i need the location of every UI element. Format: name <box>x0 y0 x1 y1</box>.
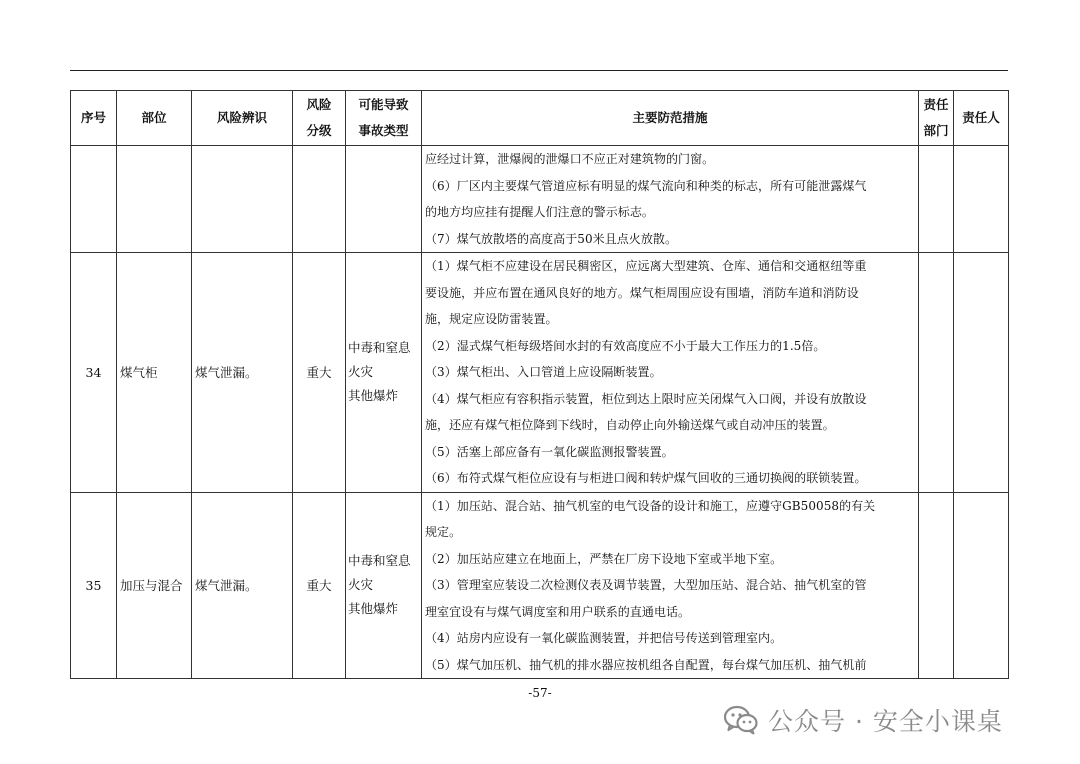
row-level <box>293 146 346 253</box>
measure-line: 施，规定应设防雷装置。 <box>425 312 558 326</box>
header-level-line2: 分级 <box>306 123 332 138</box>
measure-line: 要设施，并应布置在通风良好的地方。煤气柜周围应设有围墙，消防车道和消防设 <box>425 285 859 300</box>
table-row <box>71 146 1009 253</box>
row-level: 重大 <box>293 253 346 493</box>
watermark <box>724 700 1003 740</box>
row-accident <box>346 492 422 679</box>
measure-line: 理室宜设有与煤气调度室和用户联系的直通电话。 <box>425 604 691 619</box>
header-dept-line2: 部门 <box>923 123 949 138</box>
header-dept <box>919 91 954 146</box>
measure-line: （2）加压站应建立在地面上，严禁在厂房下设地下室或半地下室。 <box>425 551 783 566</box>
row-part: 煤气柜 <box>117 253 192 493</box>
measure-line: （5）煤气加压机、抽气机的排水器应按机组各自配置，每台煤气加压机、抽气机前 <box>425 657 867 672</box>
row-part: 加压与混合 <box>117 492 192 679</box>
measure-line: （3）管理室应装设二次检测仪表及调节装置，大型加压站、混合站、抽气机室的管 <box>425 578 867 592</box>
measure-line: （5）活塞上部应备有一氧化碳监测报警装置。 <box>425 444 674 459</box>
accident-type: 其他爆炸 <box>348 388 399 404</box>
header-level <box>293 91 346 146</box>
header-part: 部位 <box>117 91 192 146</box>
header-measures: 主要防范措施 <box>422 91 919 146</box>
measure-line: （4）煤气柜应有容积指示装置，柜位到达上限时应关闭煤气入口阀，并设有放散设 <box>425 391 867 406</box>
row-seq: 34 <box>71 253 117 493</box>
measure-line: 规定。 <box>425 525 462 539</box>
header-level-line1: 风险 <box>306 97 332 112</box>
row-part <box>117 146 192 253</box>
row-person <box>954 146 1009 253</box>
row-dept <box>919 492 954 679</box>
row-dept <box>919 146 954 253</box>
row-person <box>954 253 1009 493</box>
risk-table <box>70 90 1009 679</box>
row-measures <box>422 253 919 493</box>
measure-line: （2）湿式煤气柜每级塔间水封的有效高度应不小于最大工作压力的1.5倍。 <box>425 338 826 353</box>
table-row <box>71 492 1009 679</box>
measure-line: （1）加压站、混合站、抽气机室的电气设备的设计和施工，应遵守GB50058的有关 <box>425 498 876 513</box>
measure-line: 的地方均应挂有提醒人们注意的警示标志。 <box>425 205 654 219</box>
header-seq: 序号 <box>71 91 117 146</box>
accident-type: 火灾 <box>348 577 374 593</box>
accident-type: 中毒和窒息 <box>348 340 411 356</box>
measure-line: 施，还应有煤气柜位降到下线时，自动停止向外输送煤气或自动冲压的装置。 <box>425 418 835 432</box>
row-risk: 煤气泄漏。 <box>192 492 293 679</box>
row-level: 重大 <box>293 492 346 679</box>
header-row <box>71 91 1009 146</box>
header-dept-line1: 责任 <box>923 97 949 112</box>
top-rule <box>70 70 1008 71</box>
row-accident <box>346 146 422 253</box>
accident-type: 中毒和窒息 <box>348 553 411 569</box>
measure-line: （7）煤气放散塔的高度高于50米且点火放散。 <box>425 231 678 246</box>
row-accident <box>346 253 422 493</box>
row-dept <box>919 253 954 493</box>
header-risk: 风险辨识 <box>192 91 293 146</box>
accident-type: 火灾 <box>348 364 374 380</box>
row-risk: 煤气泄漏。 <box>192 253 293 493</box>
header-accident-line2: 事故类型 <box>358 123 409 138</box>
measure-line: （4）站房内应设有一氧化碳监测装置，并把信号传送到管理室内。 <box>425 631 783 645</box>
row-measures <box>422 146 919 253</box>
header-accident <box>346 91 422 146</box>
accident-type: 其他爆炸 <box>348 601 399 617</box>
header-person: 责任人 <box>954 91 1009 146</box>
measure-line: （6）布符式煤气柜位应设有与柜进口阀和转炉煤气回收的三通切换阀的联锁装置。 <box>425 471 867 485</box>
measure-line: （3）煤气柜出、入口管道上应设隔断装置。 <box>425 365 662 379</box>
measure-line: （6）厂区内主要煤气管道应标有明显的煤气流向和种类的标志，所有可能泄露煤气 <box>425 178 867 193</box>
row-person <box>954 492 1009 679</box>
wechat-icon <box>724 705 758 735</box>
row-risk <box>192 146 293 253</box>
watermark-text: 公众号 · 安全小课桌 <box>768 707 1003 736</box>
row-seq: 35 <box>71 492 117 679</box>
row-seq <box>71 146 117 253</box>
table-row <box>71 253 1009 493</box>
page-number: -57- <box>528 686 552 700</box>
measure-line: 应经过计算，泄爆阀的泄爆口不应正对建筑物的门窗。 <box>425 152 715 166</box>
measure-line: （1）煤气柜不应建设在居民稠密区，应远离大型建筑、仓库、通信和交通枢纽等重 <box>425 259 867 273</box>
row-measures <box>422 492 919 679</box>
header-accident-line1: 可能导致 <box>358 97 409 112</box>
